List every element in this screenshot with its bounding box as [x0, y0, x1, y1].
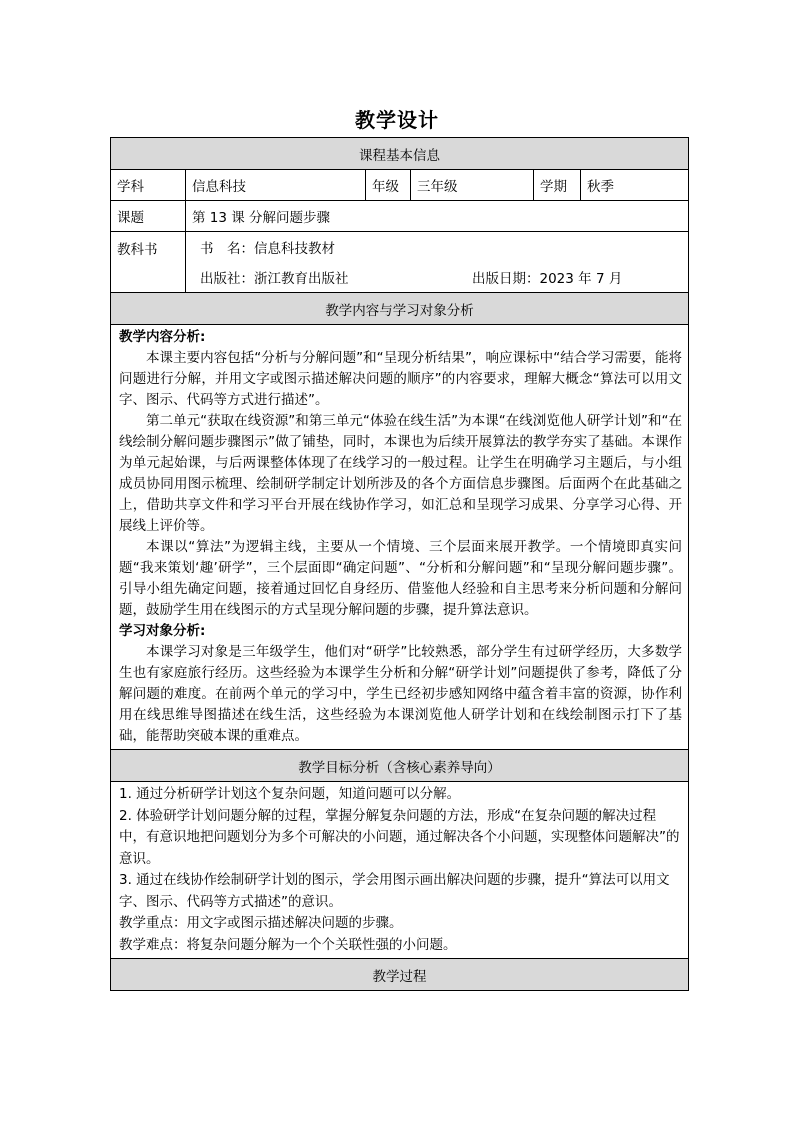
objectives-body [111, 782, 689, 959]
difficulty: 教学难点：将复杂问题分解为一个个关联性强的小问题。 [119, 936, 457, 953]
objective-item: 3. 通过在线协作绘制研学计划的图示，学会用图示画出解决问题的步骤，提升“算法可以用文字、图示、代码等方式描述”的意识。 [119, 872, 670, 910]
section-teaching-process: 教学过程 [111, 959, 689, 991]
learner-paragraph: 本课学习对象是三年级学生，他们对“研学”比较熟悉，部分学生有过研学经历，大多数学生也有家庭旅行经历。这些经验为本课学生分析和分解“研学计划”问题提供了参考，降低了分解问题的难度。在前两个单元的学习中，学生已经初步感知网络中蕴含着丰富的资源，协作利用在线思维导图描述在线生活，这些经验为本课浏览他人研学计划和在线绘制图示打下了基础，能帮助突破本课的重难点。 [119, 644, 683, 744]
lesson-plan-table [110, 137, 689, 991]
content-analysis-heading: 教学内容分析: [119, 329, 206, 345]
grade-label: 年级 [366, 170, 411, 201]
term-value: 秋季 [581, 170, 689, 201]
book-name: 书 名：信息科技教材 [200, 241, 335, 257]
publisher: 出版社：浙江教育出版社 [200, 271, 349, 287]
section-basic-info: 课程基本信息 [111, 138, 689, 170]
learner-analysis-heading: 学习对象分析: [119, 623, 206, 639]
publish-date: 出版日期：2023 年 7 月 [472, 271, 623, 287]
lesson-value: 第 13 课 分解问题步骤 [186, 201, 689, 232]
analysis-body [111, 325, 689, 750]
content-paragraph: 第二单元“获取在线资源”和第三单元“体验在线生活”为本课“在线浏览他人研学计划”和“在线绘制分解问题步骤图示”做了铺垫，同时，本课也为后续开展算法的教学夯实了基础。本课作为单元起始课，与后两课整体体现了在线学习的一般过程。让学生在明确学习主题后，与小组成员协同用图示梳理、绘制研学制定计划所涉及的各个方面信息步骤图。后面两个在此基础之上，借助共享文件和学习平台开展在线协作学习，如汇总和呈现学习成果、分享学习心得、开展线上评价等。 [119, 413, 683, 534]
subject-label: 学科 [111, 170, 186, 201]
objective-item: 2. 体验研学计划问题分解的过程，掌握分解复杂问题的方法，形成“在复杂问题的解决过程中，有意识地把问题划分为多个可解决的小问题，通过解决各个小问题，实现整体问题解决”的意识。 [119, 807, 680, 867]
textbook-label: 教科书 [111, 232, 186, 293]
content-paragraph: 本课主要内容包括“分析与分解问题”和“呈现分析结果”，响应课标中“结合学习需要，能将问题进行分解，并用文字或图示描述解决问题的顺序”的内容要求，理解大概念“算法可以用文字、图示、代码等方式进行描述”。 [119, 350, 683, 408]
grade-value: 三年级 [411, 170, 534, 201]
lesson-label: 课题 [111, 201, 186, 232]
content-paragraph: 本课以“算法”为逻辑主线，主要从一个情境、三个层面来展开教学。一个情境即真实问题“我来策划‘趣’研学”，三个层面即“确定问题”、“分析和分解问题”和“呈现分解问题步骤”。引导小组先确定问题，接着通过回忆自身经历、借鉴他人经验和自主思考来分析问题和分解问题，鼓励学生用在线图示的方式呈现分解问题的步骤，提升算法意识。 [119, 539, 683, 618]
section-analysis: 教学内容与学习对象分析 [111, 293, 689, 325]
subject-value: 信息科技 [186, 170, 366, 201]
document-title: 教学设计 [355, 108, 439, 132]
key-point: 教学重点：用文字或图示描述解决问题的步骤。 [119, 915, 403, 931]
term-label: 学期 [534, 170, 581, 201]
textbook-info [186, 232, 689, 293]
section-objectives: 教学目标分析（含核心素养导向） [111, 750, 689, 782]
objective-item: 1. 通过分析研学计划这个复杂问题，知道问题可以分解。 [119, 786, 461, 802]
